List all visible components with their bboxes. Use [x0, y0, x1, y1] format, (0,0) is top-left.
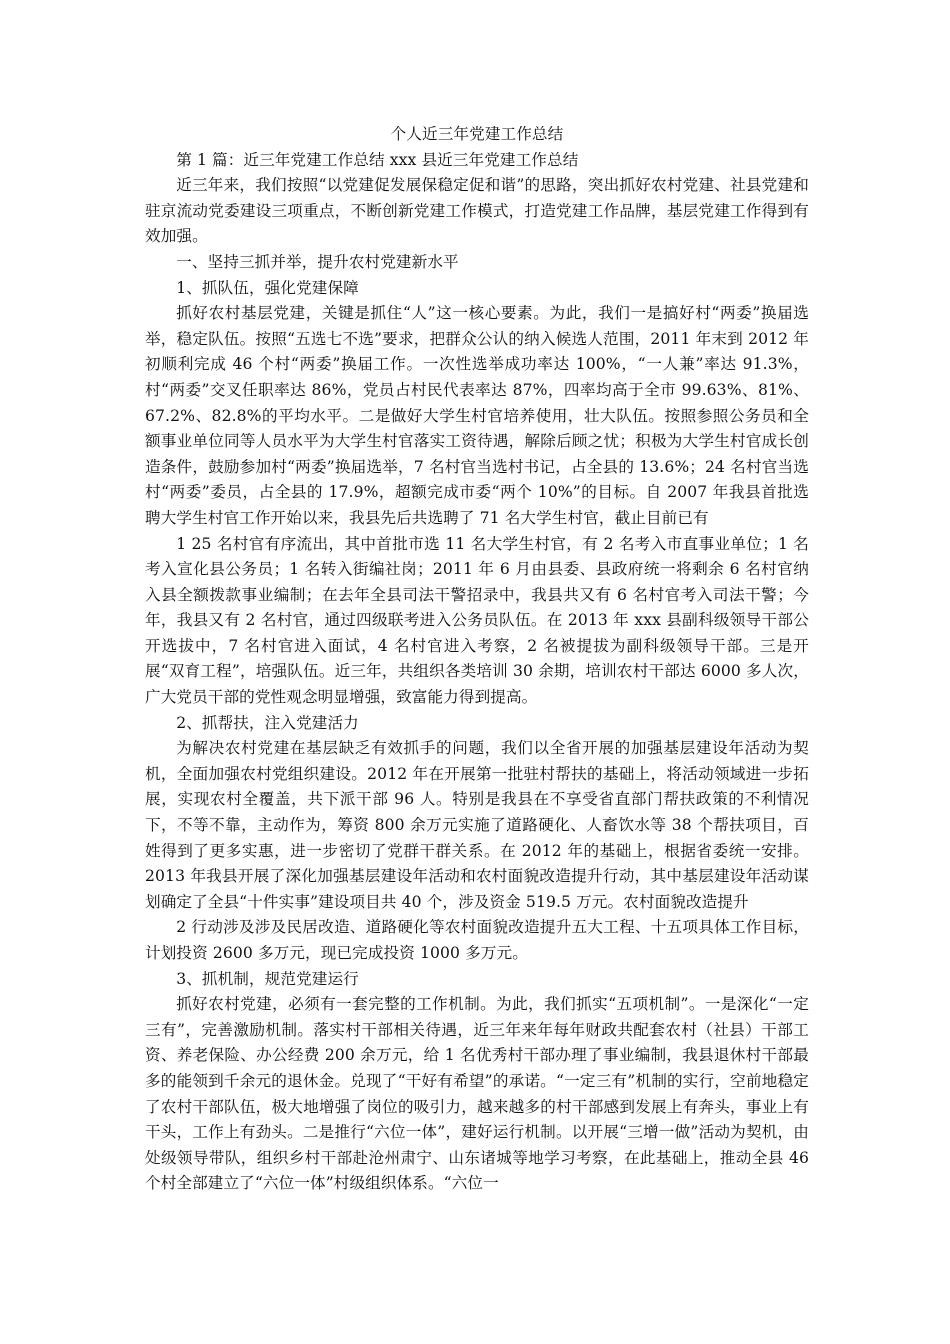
document-page [145, 122, 809, 1197]
article-heading: 第 1 篇：近三年党建工作总结 xxx 县近三年党建工作总结 [176, 150, 579, 169]
subsection-heading: 2、抓帮扶，注入党建活力 [176, 713, 359, 732]
body-paragraph: 抓好农村基层党建，关键是抓住“人”这一核心要素。为此，我们一是搞好村“两委”换届选举，稳定队伍。按照“五选七不选”要求，把群众公认的纳入候选人范围，2011 年末到 2012 年初顺利完成 46 个村“两委”换届工作。一次性选举成功率达 100%，“一人兼”率达 91.3%，村“两委”交叉任职率达 86%，党员占村民代表率达 87%，四率均高于全市 99.63%、81%、67.2%、82.8%的平均水平。二是做好大学生村官培养使用，壮大队伍。按照参照公务员和全额事业单位同等人员水平为大学生村官落实工资待遇，解除后顾之忧；积极为大学生村官成长创造条件，鼓励参加村“两委”换届选举，7 名村官当选村书记，占全县的 13.6%；24 名村官当选村“两委”委员，占全县的 17.9%，超额完成市委“两个 10%”的目标。自 2007 年我县首批选聘大学生村官工作开始以来，我县先后共选聘了 71 名大学生村官，截止目前已有 [145, 304, 809, 527]
subsection-heading: 1、抓队伍，强化党建保障 [176, 278, 359, 297]
body-paragraph: 1 25 名村官有序流出，其中首批市选 11 名大学生村官，有 2 名考入市直事业单位；1 名考入宣化县公务员；1 名转入街编社岗；2011 年 6 月由县委、县政府统一将剩余 6 名村官纳入县全额拨款事业编制；在去年全县司法干警招录中，我县共又有 6 名村官考入司法干警；今年，我县又有 2 名村官，通过四级联考进入公务员队伍。在 2013 年 xxx 县副科级领导干部公开选拔中，7 名村官进入面试，4 名村官进入考察，2 名被提拔为副科级领导干部。三是开展“双育工程”，培强队伍。近三年，共组织各类培训 30 余期，培训农村干部达 6000 多人次，广大党员干部的党性观念明显增强，致富能力得到提高。 [145, 534, 809, 707]
body-paragraph: 为解决农村党建在基层缺乏有效抓手的问题，我们以全省开展的加强基层建设年活动为契机，全面加强农村党组织建设。2012 年在开展第一批驻村帮扶的基础上，将活动领域进一步拓展，实现农村全覆盖，共下派干部 96 人。特别是我县在不享受省直部门帮扶政策的不利情况下，不等不靠，主动作为，筹资 800 余万元实施了道路硬化、人畜饮水等 38 个帮扶项目，百姓得到了更多实惠，进一步密切了党群干群关系。在 2012 年的基础上，根据省委统一安排。2013 年我县开展了深化加强基层建设年活动和农村面貌改造提升行动，其中基层建设年活动谋划确定了全县“十件实事”建设项目共 40 个，涉及资金 519.5 万元。农村面貌改造提升 [145, 739, 809, 911]
subsection-heading: 3、抓机制，规范党建运行 [176, 969, 359, 988]
body-paragraph: 2 行动涉及涉及民居改造、道路硬化等农村面貌改造提升五大工程、十五项具体工作目标，计划投资 2600 多万元，现已完成投资 1000 多万元。 [145, 918, 809, 962]
body-paragraph: 抓好农村党建，必须有一套完整的工作机制。为此，我们抓实“五项机制”。一是深化“一定三有”，完善激励机制。落实村干部相关待遇，近三年来年每年财政共配套农村（社县）干部工资、养老保险、办公经费 200 余万元，给 1 名优秀村干部办理了事业编制，我县退休村干部最多的能领到千余元的退休金。兑现了“干好有希望”的承诺。“一定三有”机制的实行，空前地稳定了农村干部队伍，极大地增强了岗位的吸引力，越来越多的村干部感到发展上有奔头，事业上有干头，工作上有劲头。二是推行“六位一体”，建好运行机制。以开展“三增一做”活动为契机，由处级领导带队，组织乡村干部赴沧州肃宁、山东诸城等地学习考察，在此基础上，推动全县 46 个村全部建立了“六位一体”村级组织体系。“六位一 [145, 995, 809, 1193]
document-title: 个人近三年党建工作总结 [390, 125, 564, 143]
body-paragraph: 近三年来，我们按照“以党建促发展保稳定促和谐”的思路，突出抓好农村党建、社县党建和驻京流动党委建设三项重点，不断创新党建工作模式，打造党建工作品牌，基层党建工作得到有效加强。 [145, 176, 809, 246]
section-heading: 一、坚持三抓并举，提升农村党建新水平 [176, 252, 459, 271]
